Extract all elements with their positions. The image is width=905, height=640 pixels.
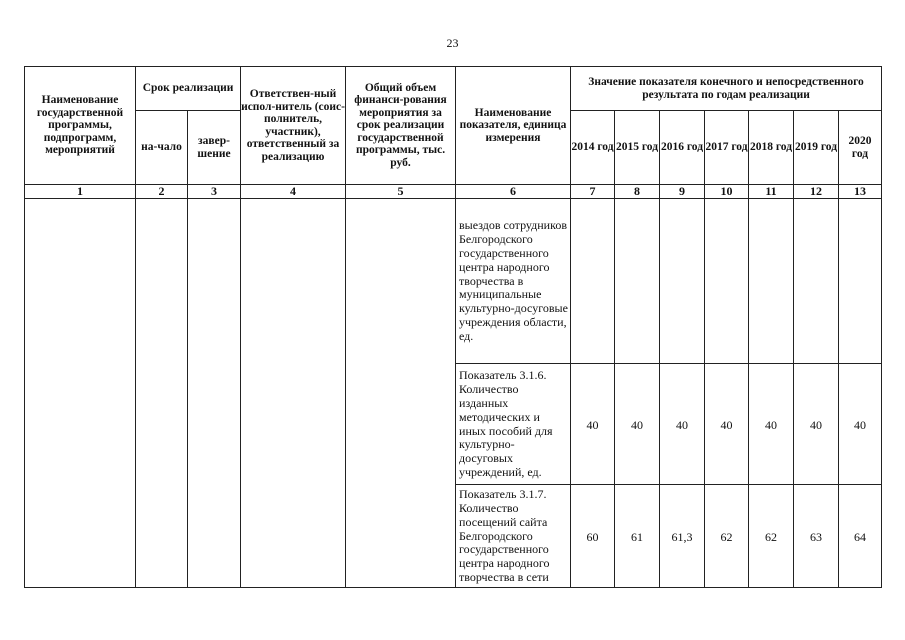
- indicator-text: Показатель 3.1.7. Количество посещений сайта Белгородского государственного центра народного творчества в сети: [459, 487, 550, 584]
- header-end: завер-шение: [188, 111, 241, 185]
- header-year-2019: 2019 год: [794, 111, 839, 185]
- header-year-2020: 2020 год: [839, 111, 882, 185]
- column-number: 12: [794, 185, 839, 199]
- indicator-cell: [456, 364, 571, 485]
- column-number: 13: [839, 185, 882, 199]
- indicator-cell: [456, 199, 571, 364]
- header-year-2015: 2015 год: [615, 111, 660, 185]
- value-cell: 40: [660, 364, 705, 485]
- header-year-2018: 2018 год: [749, 111, 794, 185]
- value-cell: 40: [571, 364, 615, 485]
- table-row: [25, 199, 882, 364]
- value-cell: [615, 199, 660, 364]
- header-year-2017: 2017 год: [705, 111, 749, 185]
- value-cell: 62: [705, 485, 749, 588]
- volume-cell: [346, 199, 456, 588]
- value-cell: 40: [794, 364, 839, 485]
- column-number: 7: [571, 185, 615, 199]
- value-cell: 61,3: [660, 485, 705, 588]
- header-responsible: Ответствен-ный испол-нитель (соис-полнитель, участник), ответственный за реализацию: [241, 67, 346, 185]
- column-number: 9: [660, 185, 705, 199]
- program-name-cell: [25, 199, 136, 588]
- column-number: 3: [188, 185, 241, 199]
- value-cell: 62: [749, 485, 794, 588]
- column-number: 10: [705, 185, 749, 199]
- value-cell: 61: [615, 485, 660, 588]
- column-number: 6: [456, 185, 571, 199]
- value-cell: [705, 199, 749, 364]
- value-cell: [749, 199, 794, 364]
- program-table: [24, 66, 882, 588]
- header-start: на-чало: [136, 111, 188, 185]
- header-values-group: Значение показателя конечного и непосредственного результата по годам реализации: [571, 67, 882, 111]
- column-number: 2: [136, 185, 188, 199]
- header-year-2016: 2016 год: [660, 111, 705, 185]
- value-cell: 40: [839, 364, 882, 485]
- column-number-row: [25, 185, 882, 199]
- value-cell: 40: [615, 364, 660, 485]
- column-number: 5: [346, 185, 456, 199]
- header-volume: Общий объем финанси-рования мероприятия за срок реализации государственной программы, тыс. руб.: [346, 67, 456, 185]
- value-cell: 63: [794, 485, 839, 588]
- header-term: Срок реализации: [136, 67, 241, 111]
- responsible-cell: [241, 199, 346, 588]
- column-number: 4: [241, 185, 346, 199]
- end-cell: [188, 199, 241, 588]
- header-year-2014: 2014 год: [571, 111, 615, 185]
- page-number: 23: [446, 36, 459, 50]
- indicator-cell: [456, 485, 571, 588]
- value-cell: [794, 199, 839, 364]
- value-cell: [571, 199, 615, 364]
- indicator-text: выездов сотрудников Белгородского государственного центра народного творчества в муниципальные культурно-досуговые учреждения области, ед.: [459, 218, 568, 343]
- header-indicator: Наименование показателя, единица измерения: [456, 67, 571, 185]
- column-number: 11: [749, 185, 794, 199]
- column-number: 1: [25, 185, 136, 199]
- value-cell: 40: [705, 364, 749, 485]
- value-cell: [660, 199, 705, 364]
- value-cell: 60: [571, 485, 615, 588]
- value-cell: 40: [749, 364, 794, 485]
- header-name: Наименование государственной программы, подпрограмм, мероприятий: [25, 67, 136, 185]
- value-cell: [839, 199, 882, 364]
- indicator-text: Показатель 3.1.6. Количество изданных методических и иных пособий для культурно-досуговых учреждений, ед.: [459, 368, 553, 479]
- column-number: 8: [615, 185, 660, 199]
- start-cell: [136, 199, 188, 588]
- value-cell: 64: [839, 485, 882, 588]
